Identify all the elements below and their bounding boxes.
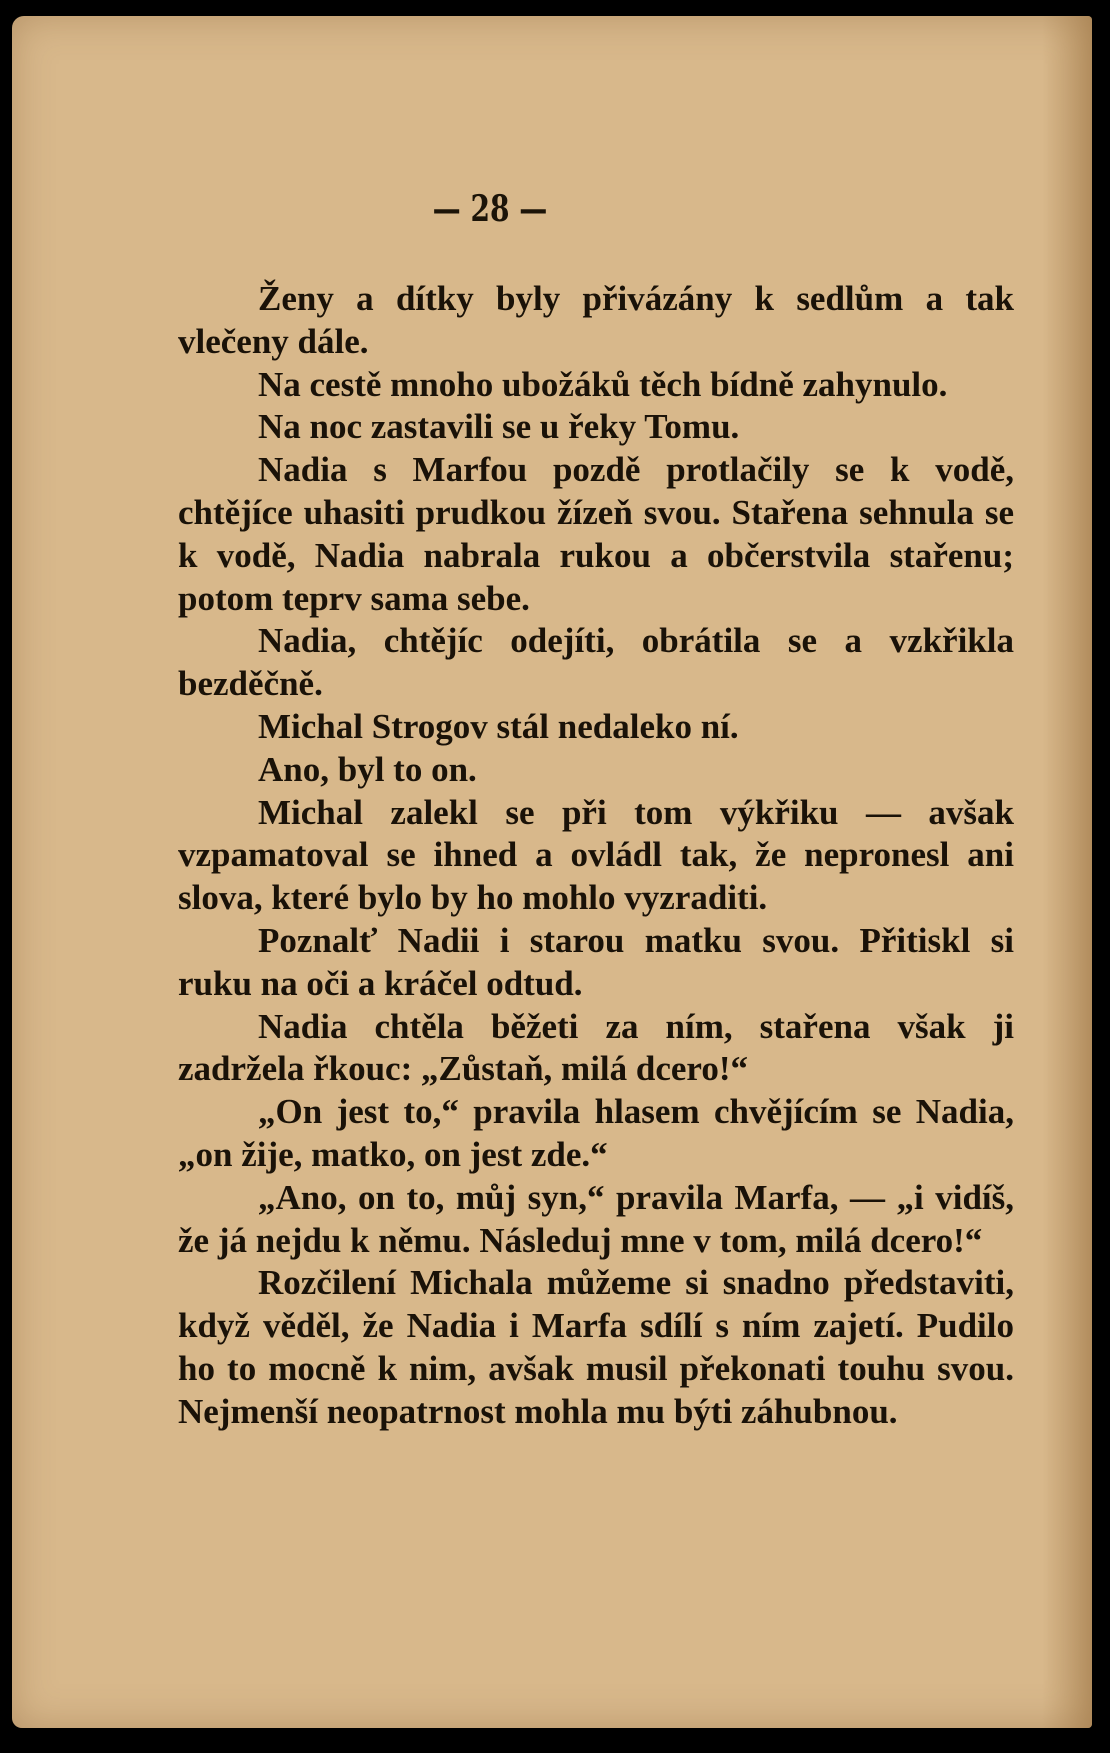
- page-number: — 28 —: [432, 188, 548, 230]
- paragraph: Rozčilení Michala můžeme si snadno představiti, když věděl, že Nadia i Marfa sdílí s ním zajetí. Pudilo ho to mocně k nim, avšak musil překonati touhu svou. Nejmenší neopatrnost mohla mu býti záhubnou.: [178, 1263, 1014, 1431]
- paragraph: Na cestě mnoho ubožáků těch bídně zahynulo.: [258, 364, 948, 404]
- page-body-text: [178, 278, 1014, 1434]
- paragraph: „Ano, on to, můj syn,“ pravila Marfa, — „i vidíš, že já nejdu k němu. Následuj mne v tom, milá dcero!“: [178, 1177, 1014, 1260]
- paragraph: Ženy a dítky byly přivázány k sedlům a tak vlečeny dále.: [178, 279, 1014, 361]
- paragraph: Nadia s Marfou pozdě protlačily se k vodě, chtějíce uhasiti prudkou žízeň svou. Stařena sehnula se k vodě, Nadia nabrala rukou a občerstvila stařenu; potom teprv sama sebe.: [178, 450, 1014, 618]
- paragraph: Nadia, chtějíc odejíti, obrátila se a vzkřikla bezděčně.: [178, 621, 1014, 704]
- paragraph: Michal zalekl se při tom výkřiku — avšak vzpamatoval se ihned a ovládl tak, že nepronesl ani slova, které bylo by ho mohlo vyzraditi.: [178, 792, 1014, 918]
- paragraph: Poznalť Nadii i starou matku svou. Přitiskl si ruku na oči a kráčel odtud.: [178, 920, 1014, 1003]
- page-edge-shadow: [1042, 16, 1092, 1728]
- paragraph: Michal Strogov stál nedaleko ní.: [258, 706, 739, 746]
- paragraph: Ano, byl to on.: [258, 749, 477, 789]
- paragraph: Nadia chtěla běžeti za ním, stařena však ji zadržela řkouc: „Zůstaň, milá dcero!“: [178, 1006, 1014, 1089]
- book-page: [12, 16, 1092, 1728]
- paragraph: „On jest to,“ pravila hlasem chvějícím se Nadia, „on žije, matko, on jest zde.“: [178, 1092, 1014, 1174]
- paragraph: Na noc zastavili se u řeky Tomu.: [258, 407, 740, 447]
